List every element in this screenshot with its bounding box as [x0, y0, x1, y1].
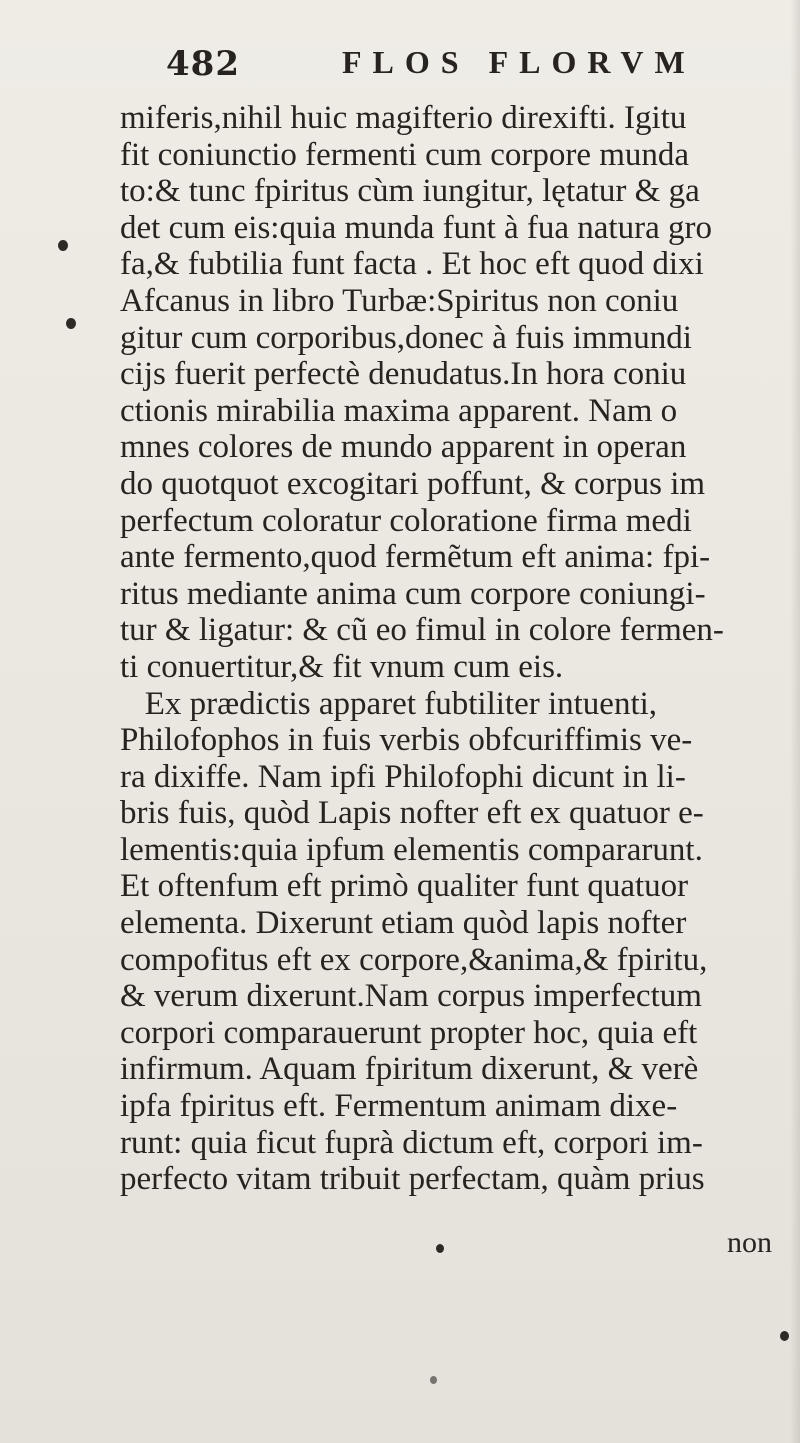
ink-speck: [436, 1244, 444, 1253]
page-header: [166, 44, 766, 90]
ink-speck: [58, 240, 68, 251]
text-line: perfecto vitam tribuit perfectam, quàm prius: [120, 1161, 705, 1198]
text-line: ra dixiffe. Nam ipfi Philofophi dicunt in li-: [120, 758, 686, 795]
text-line: Ex prædictis apparet fubtiliter intuenti,: [120, 685, 658, 722]
text-line: do quotquot excogitari poffunt, & corpus im: [120, 465, 706, 502]
text-line: Philofophos in fuis verbis obfcuriffimis ve-: [120, 722, 693, 759]
text-line: ante fermento,quod fermẽtum eft anima: fpi-: [120, 539, 711, 576]
text-line: cijs fuerit perfectè denudatus.In hora coniu: [120, 356, 687, 393]
catchword: non: [727, 1226, 772, 1259]
ink-speck: [430, 1376, 437, 1384]
text-line: gitur cum corporibus,donec à fuis immundi: [120, 319, 692, 356]
text-line: & verum dixerunt.Nam corpus imperfectum: [120, 978, 702, 1015]
body-text: [120, 100, 800, 1198]
text-line: det cum eis:quia munda funt à fua natura gro: [120, 209, 712, 246]
text-line: mnes colores de mundo apparent in operan: [120, 429, 687, 466]
text-line: ipfa fpiritus eft. Fermentum animam dixe-: [120, 1088, 678, 1125]
text-line: perfectum coloratur coloratione firma medi: [120, 502, 692, 539]
text-line: miferis,nihil huic magifterio direxifti. Igitu: [120, 100, 687, 136]
text-line: lementis:quia ipfum elementis compararunt.: [120, 831, 703, 868]
text-line: infirmum. Aquam fpiritum dixerunt, & verè: [120, 1051, 699, 1088]
text-line: corpori comparauerunt propter hoc, quia eft: [120, 1014, 698, 1051]
text-line: ctionis mirabilia maxima apparent. Nam o: [120, 392, 678, 429]
text-line: compofitus eft ex corpore,&anima,& fpiritu,: [120, 941, 708, 978]
text-line: runt: quia ficut fuprà dictum eft, corpori im-: [120, 1124, 703, 1161]
text-line: elementa. Dixerunt etiam quòd lapis nofter: [120, 905, 687, 942]
ink-speck: [66, 318, 76, 329]
ink-speck: [780, 1331, 789, 1341]
text-line: tur & ligatur: & cũ eo fimul in colore fermen-: [120, 612, 724, 649]
text-line: ritus mediante anima cum corpore coniungi-: [120, 575, 706, 612]
running-title: FLOS FLORVM: [342, 44, 696, 80]
text-line: to:& tunc fpiritus cùm iungitur, lętatur & ga: [120, 173, 700, 210]
text-line: bris fuis, quòd Lapis nofter eft ex quatuor e-: [120, 795, 704, 832]
text-line: Afcanus in libro Turbæ:Spiritus non coniu: [120, 282, 679, 319]
text-line: fit coniunctio fermenti cum corpore munda: [120, 136, 690, 173]
text-line: ti conuertitur,& fit vnum cum eis.: [120, 648, 564, 685]
text-line: fa,& fubtilia funt facta . Et hoc eft quod dixi: [120, 246, 704, 283]
text-line: Et oftenfum eft primò qualiter funt quatuor: [120, 868, 689, 905]
page-number: 482: [166, 44, 240, 84]
